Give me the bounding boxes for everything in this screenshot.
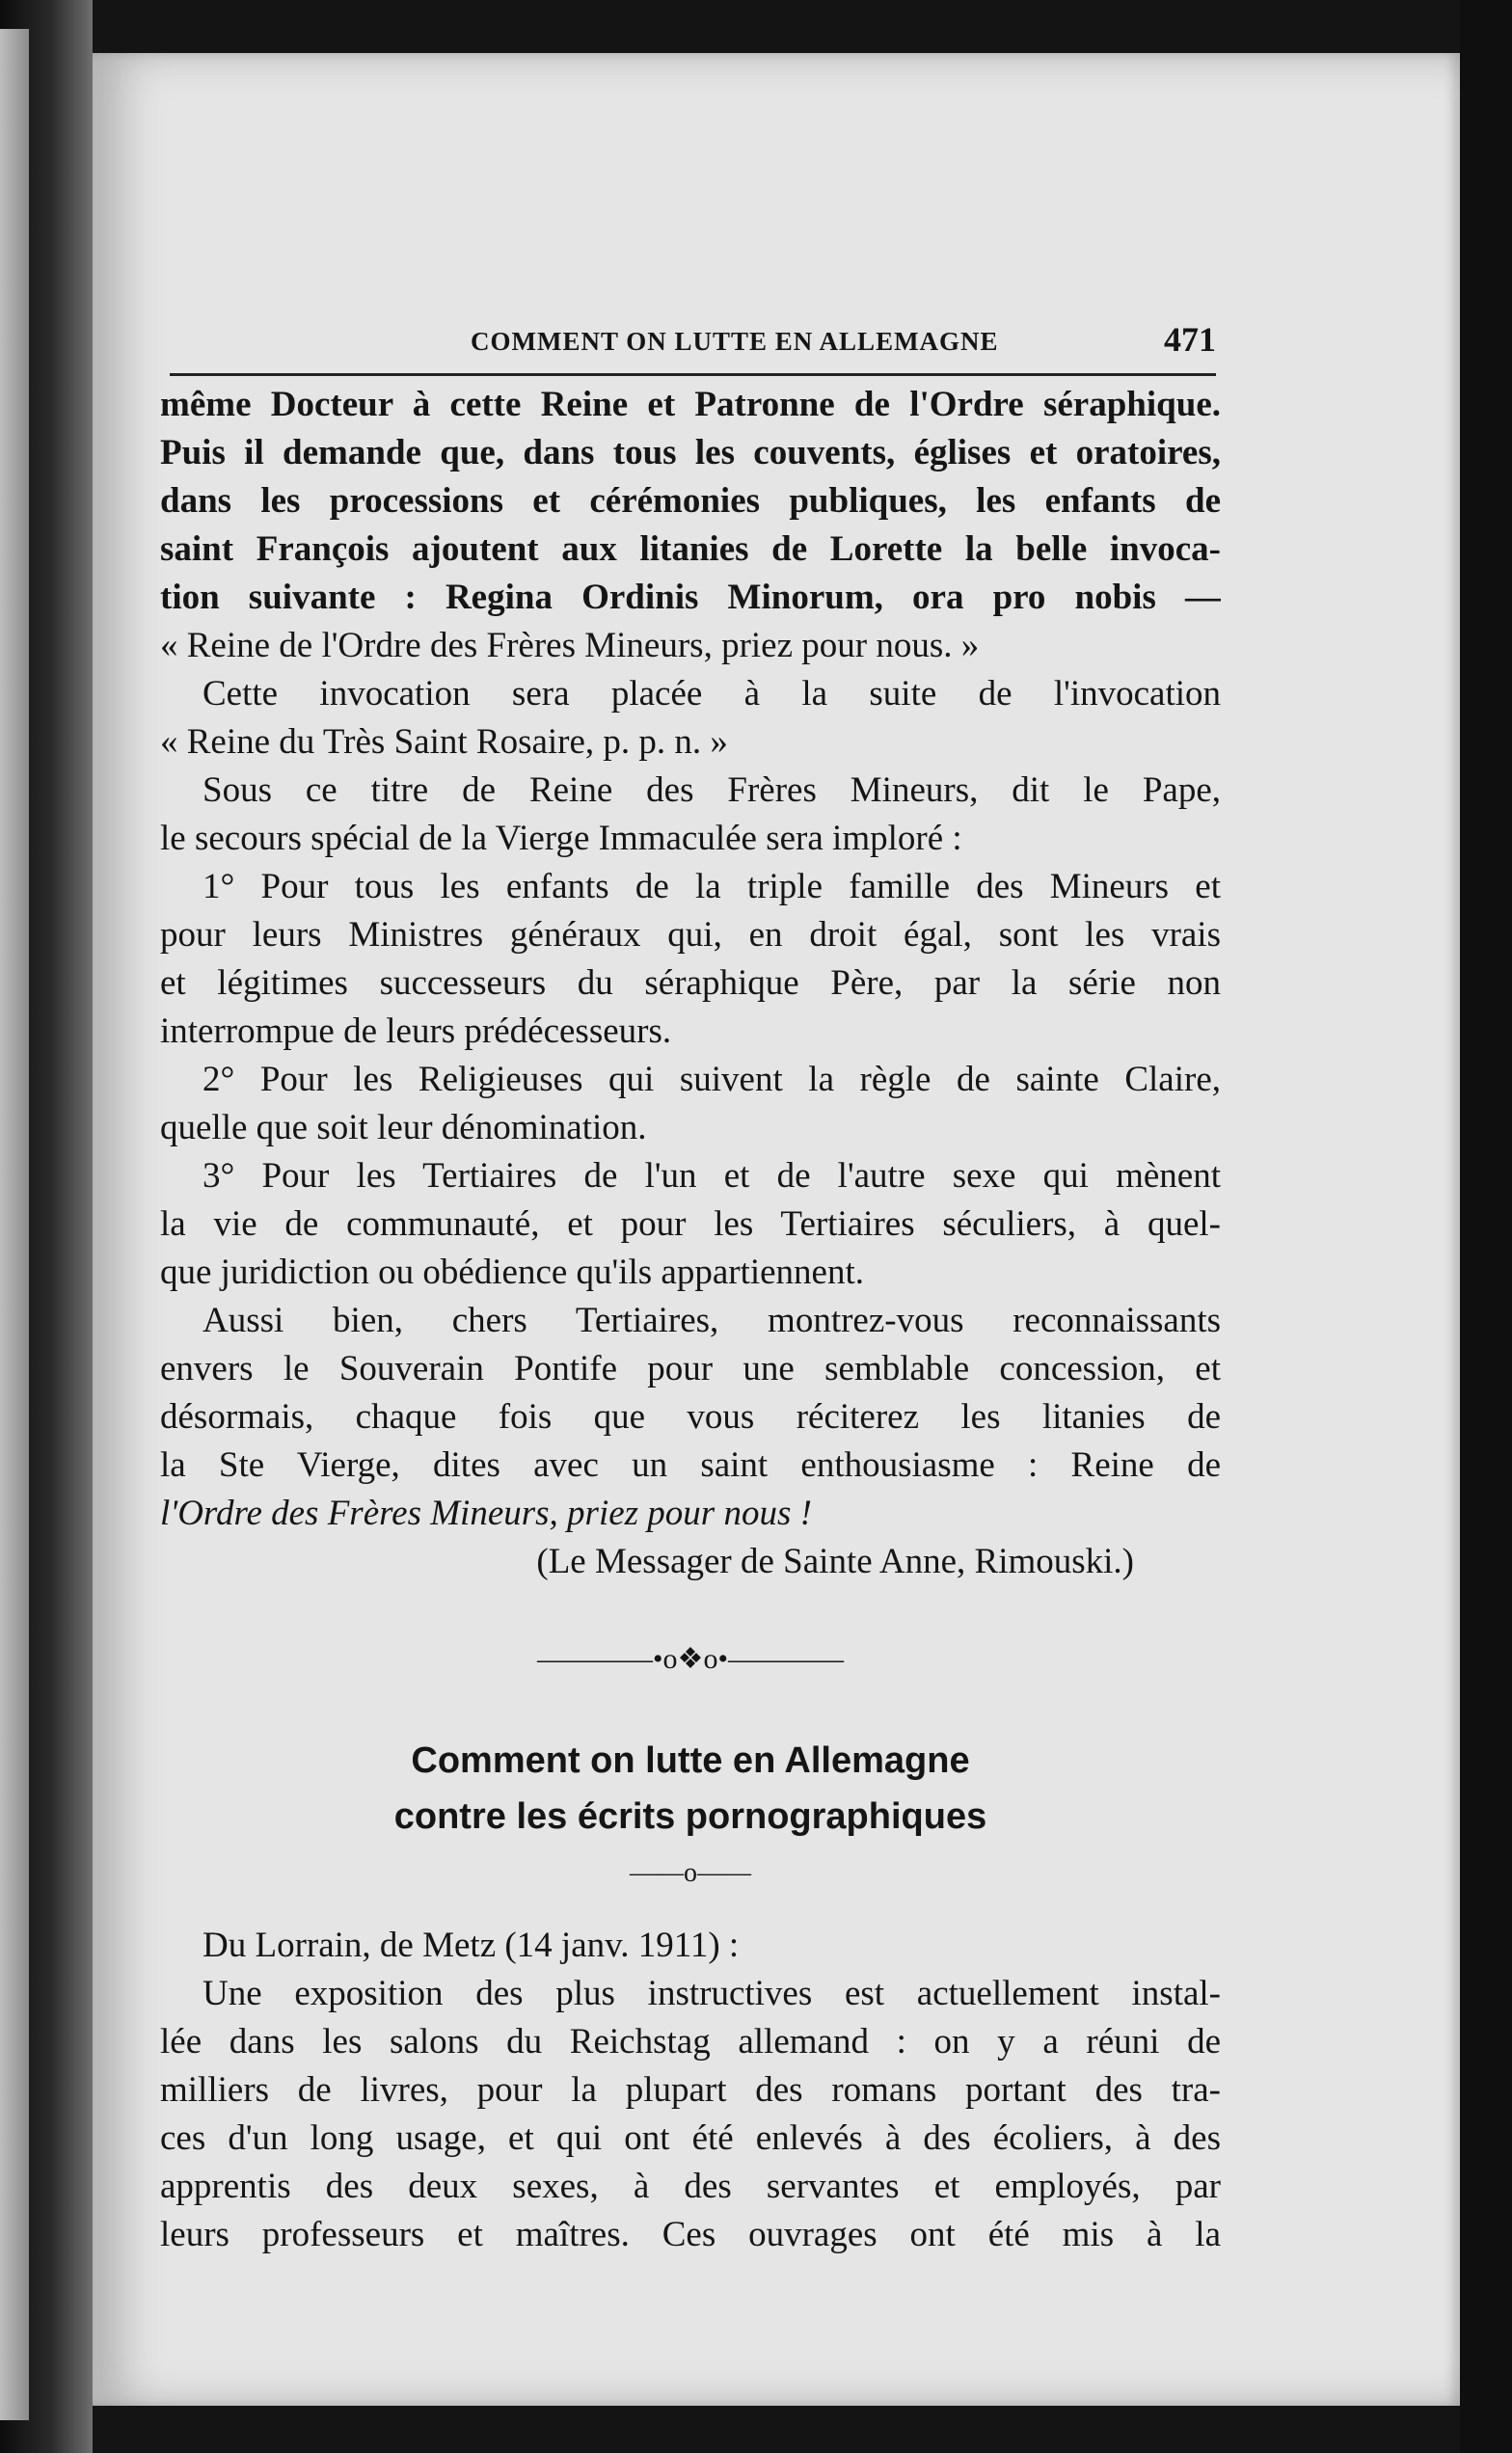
section-ornament: ————•o❖o•————: [537, 1643, 844, 1675]
text-line: Une exposition des plus instructives est actuellement instal-: [202, 1974, 1221, 2013]
text-line: Puis il demande que, dans tous les couvents, églises et oratoires,: [160, 433, 1221, 472]
text-line: envers le Souverain Pontife pour une semblable concession, et: [160, 1349, 1221, 1388]
text-line: désormais, chaque fois que vous réciterez les litanies de: [160, 1397, 1221, 1437]
text-line: 3° Pour les Tertiaires de l'un et de l'autre sexe qui mènent: [202, 1156, 1221, 1196]
text-line: ces d'un long usage, et qui ont été enlevés à des écoliers, à des: [160, 2118, 1221, 2158]
running-head-title: COMMENT ON LUTTE EN ALLEMAGNE: [471, 327, 999, 356]
text-line: dans les processions et cérémonies publiques, les enfants de: [160, 481, 1221, 521]
text-line: l'Ordre des Frères Mineurs, priez pour nous !: [160, 1494, 812, 1533]
running-head: [170, 281, 1216, 376]
continuation-paragraph: [160, 381, 1221, 670]
text-line: Sous ce titre de Reine des Frères Mineurs, dit le Pape,: [202, 770, 1221, 810]
title-paragraph: [160, 767, 1221, 863]
article-title-line-1: Comment on lutte en Allemagne: [411, 1740, 970, 1781]
item-3-paragraph: [160, 1152, 1221, 1297]
text-line: pour leurs Ministres généraux qui, en droit égal, sont les vrais: [160, 915, 1221, 955]
text-line: tion suivante : Regina Ordinis Minorum, ora pro nobis —: [160, 578, 1221, 617]
text-line: apprentis des deux sexes, à des servantes et employés, par: [160, 2167, 1221, 2206]
text-line: leurs professeurs et maîtres. Ces ouvrages ont été mis à la: [160, 2215, 1221, 2254]
article-body: [160, 1970, 1221, 2259]
text-line: même Docteur à cette Reine et Patronne de l'Ordre séraphique.: [160, 385, 1221, 424]
text-line: interrompue de leurs prédécesseurs.: [160, 1011, 672, 1051]
book-page: [93, 53, 1460, 2406]
text-line: Cette invocation sera placée à la suite de l'invocation: [202, 674, 1221, 714]
item-1-paragraph: [160, 863, 1221, 1056]
page-number: 471: [1164, 320, 1216, 359]
source-citation: (Le Messager de Sainte Anne, Rimouski.): [536, 1542, 1134, 1581]
text-line: le secours spécial de la Vierge Immaculée sera imploré :: [160, 819, 962, 858]
article-intro: Du Lorrain, de Metz (14 janv. 1911) :: [202, 1926, 740, 1965]
text-line: « Reine de l'Ordre des Frères Mineurs, priez pour nous. »: [160, 626, 980, 665]
closing-paragraph: [160, 1297, 1221, 1538]
text-line: 2° Pour les Religieuses qui suivent la règle de sainte Claire,: [202, 1060, 1221, 1099]
text-line: lée dans les salons du Reichstag allemand : on y a réuni de: [160, 2022, 1221, 2062]
text-line: milliers de livres, pour la plupart des romans portant des tra-: [160, 2070, 1221, 2110]
facing-page-edge: [0, 29, 29, 2420]
text-line: Aussi bien, chers Tertiaires, montrez-vous reconnaissants: [202, 1301, 1221, 1340]
text-line: que juridiction ou obédience qu'ils appartiennent.: [160, 1253, 865, 1292]
scan-right-margin: [1460, 0, 1512, 2453]
item-2-paragraph: [160, 1056, 1221, 1152]
article-title-line-2: contre les écrits pornographiques: [393, 1796, 987, 1837]
text-line: saint François ajoutent aux litanies de Lorette la belle invoca-: [160, 529, 1221, 569]
invocation-paragraph: [160, 670, 1221, 767]
page-content: [160, 381, 1221, 2259]
title-ornament: ——o——: [630, 1858, 751, 1888]
text-line: la Ste Vierge, dites avec un saint enthousiasme : Reine de: [160, 1445, 1221, 1485]
text-line: et légitimes successeurs du séraphique Père, par la série non: [160, 963, 1221, 1003]
text-line: 1° Pour tous les enfants de la triple famille des Mineurs et: [202, 867, 1221, 906]
text-line: quelle que soit leur dénomination.: [160, 1108, 647, 1147]
text-line: « Reine du Très Saint Rosaire, p. p. n. »: [160, 722, 728, 762]
text-line: la vie de communauté, et pour les Tertiaires séculiers, à quel-: [160, 1204, 1221, 1244]
